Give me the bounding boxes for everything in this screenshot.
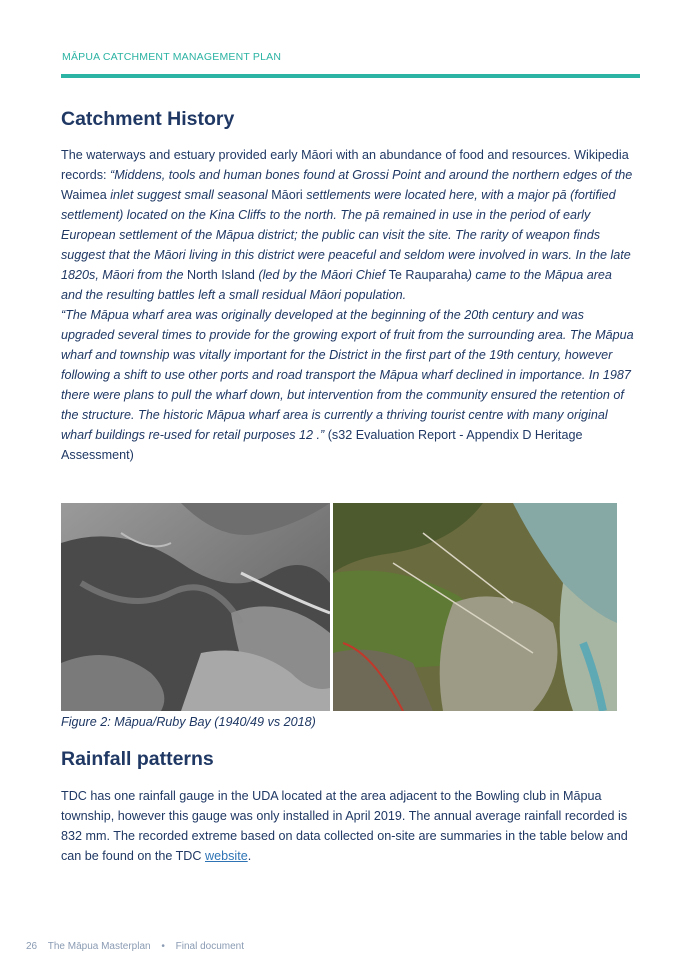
quote-run: settlements were located here, with a major pā (fortified settlement) located on the Kina Cliffs to the north. The pā remained in use in the period of early European settlement of the Māpua district; the public can visit the site. The rarity of weapon finds suggest that the Māori living in this district were peaceful and seldom were involved in wars. In the late 1820s, Māori from the xyxy=(61,188,631,282)
text-run: . xyxy=(247,849,252,863)
history-paragraph-1 xyxy=(61,145,636,305)
quote-run: inlet suggest small seasonal xyxy=(110,188,272,202)
text-run: Te Rauparaha xyxy=(388,268,468,282)
rainfall-text xyxy=(61,786,636,866)
rainfall-paragraph xyxy=(61,786,636,866)
tdc-website-link[interactable]: website xyxy=(205,849,248,863)
figure-caption: Figure 2: Māpua/Ruby Bay (1940/49 vs 2018) xyxy=(61,715,316,729)
catchment-history-text xyxy=(61,145,636,465)
running-header: MĀPUA CATCHMENT MANAGEMENT PLAN xyxy=(62,51,282,63)
quote-run: ) came to the Māpua area and the resulting battles left a small residual Māori population. xyxy=(61,268,612,302)
text-run: TDC has one rainfall gauge in the UDA located at the area adjacent to the Bowling club in Māpua township, however this gauge was only installed in April 2019. The annual average rainfall recorded is 832 mm. The recorded extreme based on data collected on-site are summaries in the table below and can be found on the TDC xyxy=(61,789,628,863)
text-run: North Island xyxy=(187,268,259,282)
document-status: Final document xyxy=(175,941,245,952)
document-name: The Māpua Masterplan xyxy=(47,941,151,952)
aerial-photo-2018 xyxy=(333,503,617,711)
footer-separator: • xyxy=(161,941,165,952)
history-paragraph-2 xyxy=(61,305,636,465)
quote-run: “The Māpua wharf area was originally developed at the beginning of the 20th century and was upgraded several times to provide for the growing export of fruit from the surrounding area. The Māpua wharf and township was vitally important for the District in the first part of the 19th century, however following a shift to use other ports and road transport the Māpua wharf declined in importance. In 1987 there were plans to pull the wharf down, but intervention from the community ensured the retention of the structure. The historic Māpua wharf area is currently a thriving tourist centre with many original wharf buildings re-used for retail purposes 12 .” xyxy=(61,308,634,442)
citation-run: (s32 Evaluation Report - Appendix D Heritage Assessment) xyxy=(61,428,583,462)
quote-run: (led by the Māori Chief xyxy=(258,268,389,282)
text-run: The waterways and estuary provided early Māori with an abundance of food and resources. Wikipedia records: xyxy=(61,148,629,182)
quote-run: “Middens, tools and human bones found at Grossi Point and around the northern edges of the xyxy=(110,168,633,182)
section-heading-rainfall: Rainfall patterns xyxy=(61,748,214,770)
page-number: 26 xyxy=(26,941,38,952)
aerial-photo-figure xyxy=(61,503,617,711)
header-rule xyxy=(61,74,640,78)
text-run: Māori xyxy=(271,188,307,202)
text-run: Waimea xyxy=(61,188,111,202)
page-footer xyxy=(26,941,252,952)
section-heading-catchment-history: Catchment History xyxy=(61,108,235,130)
aerial-photo-1940 xyxy=(61,503,330,711)
